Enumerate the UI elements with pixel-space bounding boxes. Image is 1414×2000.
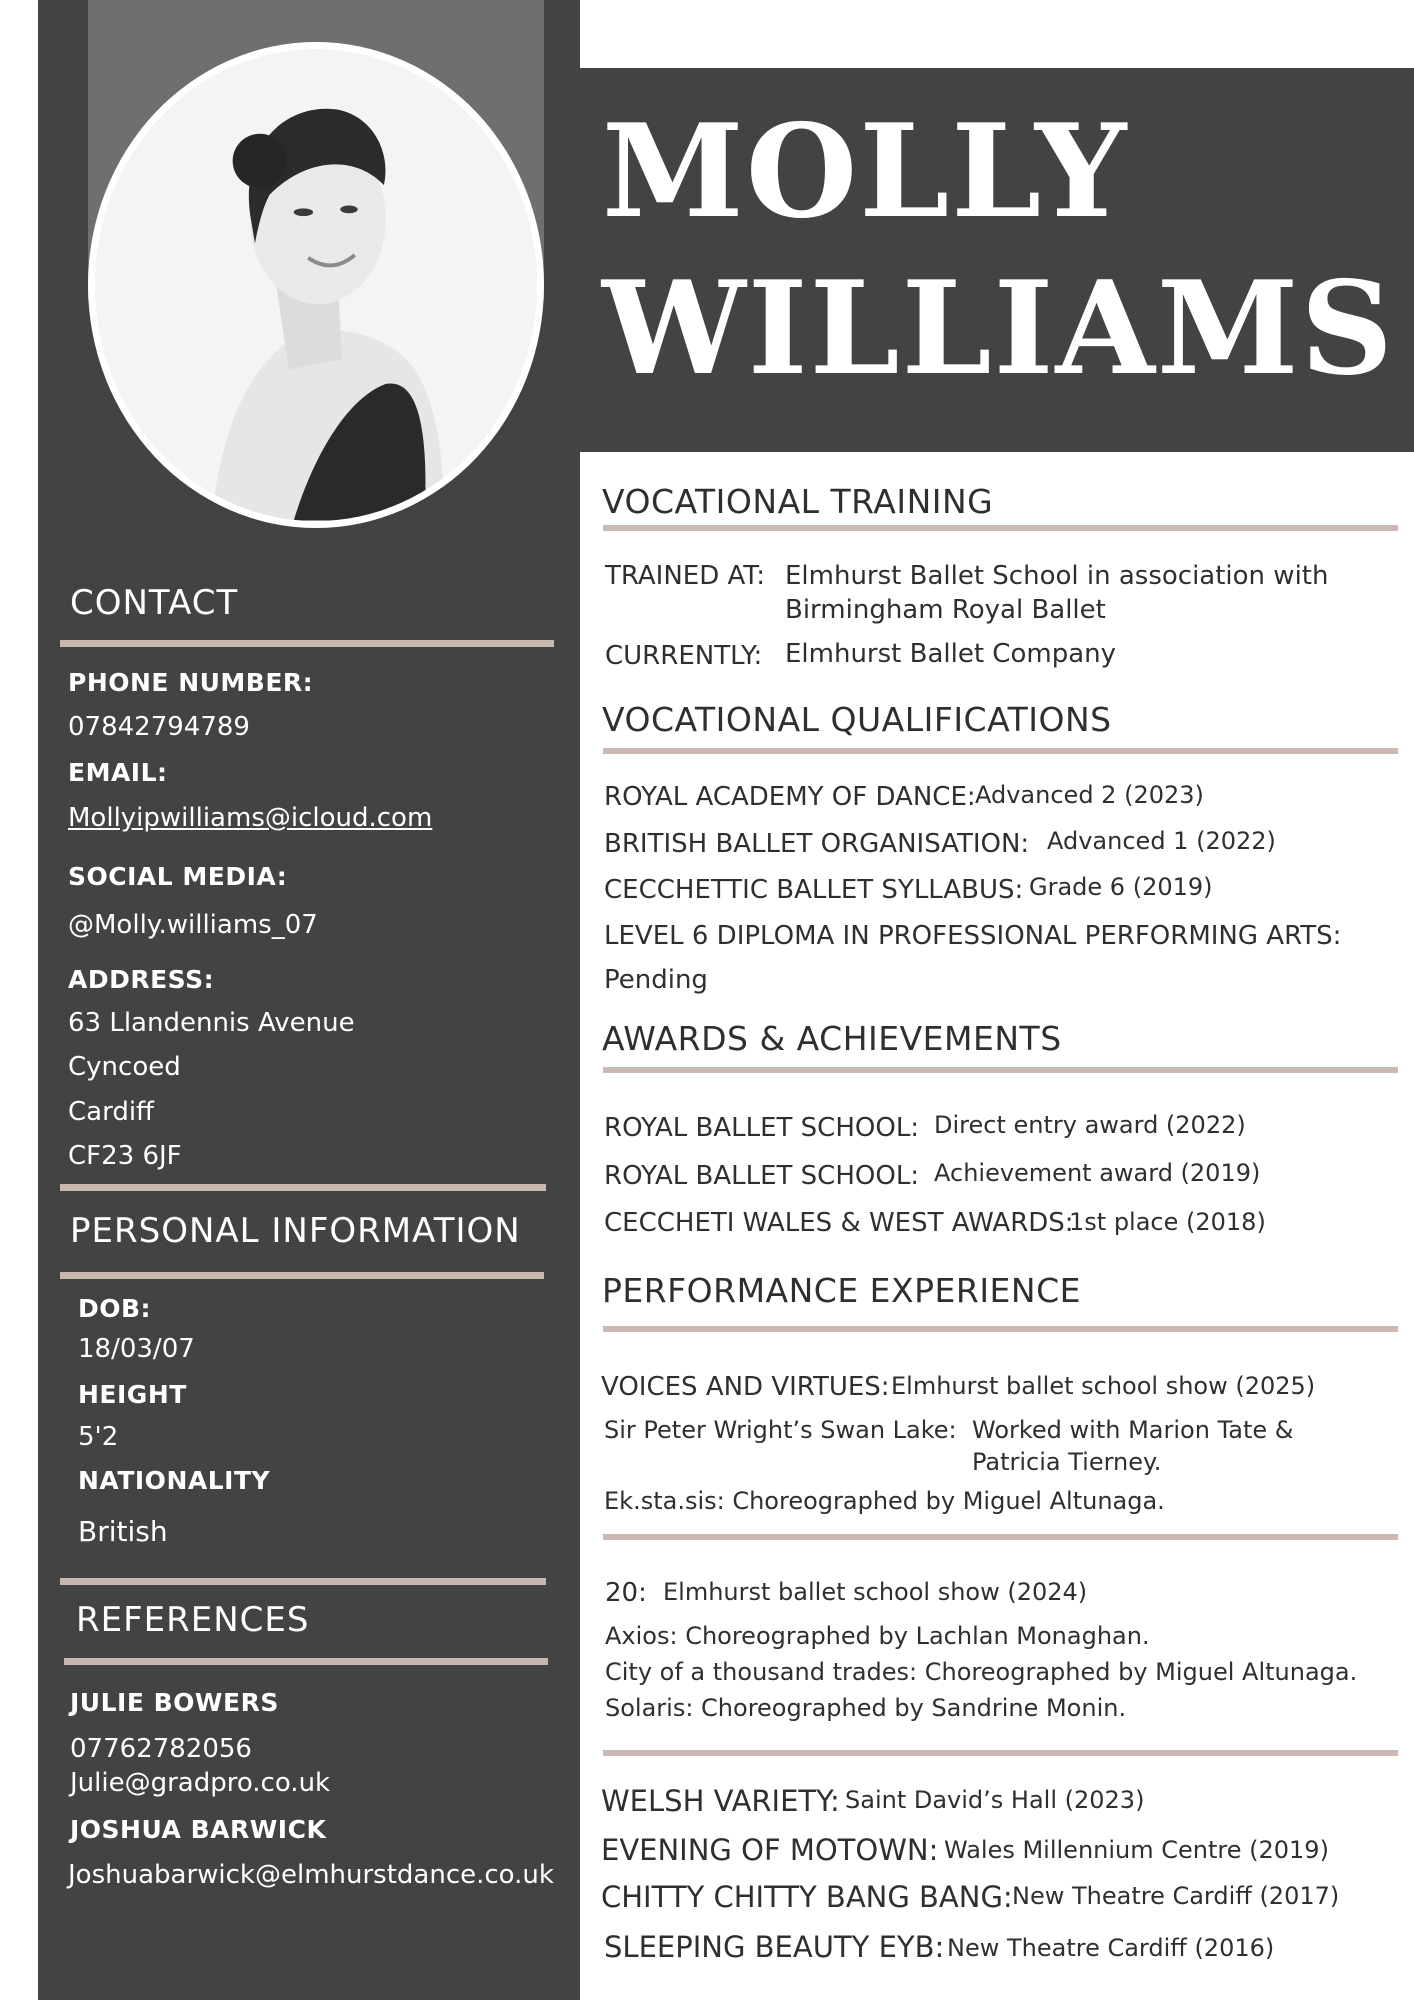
piece-line: Axios: Choreographed by Lachlan Monaghan. [605, 1622, 1150, 1650]
address-line: Cyncoed [68, 1052, 181, 1082]
qualification-value: Advanced 2 (2023) [975, 781, 1204, 809]
awards-rule [603, 1067, 1398, 1073]
email-link[interactable]: Mollyipwilliams@icloud.com [68, 803, 433, 833]
trained-at-value: Elmhurst Ballet School in association with [785, 561, 1329, 591]
trained-at-value-2: Birmingham Royal Ballet [785, 595, 1106, 625]
production-label: SLEEPING BEAUTY EYB: [604, 1930, 945, 1964]
references-heading: REFERENCES [76, 1600, 310, 1640]
diploma-label: LEVEL 6 DIPLOMA IN PROFESSIONAL PERFORMING ARTS: [604, 921, 1342, 951]
nationality-label: NATIONALITY [78, 1466, 271, 1495]
contact-heading: CONTACT [70, 583, 239, 623]
address-line: CF23 6JF [68, 1141, 182, 1171]
qualifications-rule [603, 748, 1398, 754]
references-rule [64, 1658, 548, 1665]
show-value: Elmhurst ballet school show (2024) [663, 1578, 1088, 1606]
piece-line: City of a thousand trades: Choreographed by Miguel Altunaga. [605, 1658, 1358, 1686]
contact-rule [60, 640, 554, 647]
trained-at-label: TRAINED AT: [605, 561, 766, 591]
qualification-label: BRITISH BALLET ORGANISATION: [604, 829, 1030, 859]
phone-number: 07842794789 [68, 712, 250, 742]
award-label: ROYAL BALLET SCHOOL: [604, 1161, 920, 1191]
social-label: SOCIAL MEDIA: [68, 862, 288, 891]
ref2-email[interactable]: Joshuabarwick@elmhurstdance.co.uk [68, 1860, 554, 1890]
address-line: 63 Llandennis Avenue [68, 1008, 355, 1038]
personal-heading: PERSONAL INFORMATION [70, 1211, 521, 1251]
piece-label: Sir Peter Wright’s Swan Lake: [604, 1416, 957, 1444]
contact-bottom-rule [60, 1184, 546, 1191]
last-name: WILLIAMS [602, 254, 1395, 404]
piece-value: Worked with Marion Tate & [972, 1416, 1294, 1444]
address-line: Cardiff [68, 1097, 154, 1127]
award-value: Achievement award (2019) [934, 1159, 1261, 1187]
training-rule [603, 525, 1398, 531]
qualification-value: Grade 6 (2019) [1029, 873, 1213, 901]
show-value: Elmhurst ballet school show (2025) [891, 1372, 1316, 1400]
production-value: Saint David’s Hall (2023) [845, 1786, 1145, 1814]
address-label: ADDRESS: [68, 965, 215, 994]
piece-value-2: Patricia Tierney. [972, 1448, 1162, 1476]
dob-label: DOB: [78, 1294, 152, 1323]
currently-value: Elmhurst Ballet Company [785, 639, 1116, 669]
production-label: WELSH VARIETY: [601, 1784, 840, 1818]
ref1-phone: 07762782056 [70, 1734, 252, 1764]
performance-divider [603, 1750, 1398, 1756]
production-value: Wales Millennium Centre (2019) [944, 1836, 1329, 1864]
production-label: CHITTY CHITTY BANG BANG: [601, 1880, 1013, 1914]
qualification-value: Advanced 1 (2022) [1047, 827, 1276, 855]
production-value: New Theatre Cardiff (2017) [1012, 1882, 1340, 1910]
diploma-value: Pending [604, 965, 708, 995]
training-heading: VOCATIONAL TRAINING [602, 482, 994, 521]
dob-value: 18/03/07 [78, 1334, 195, 1364]
awards-heading: AWARDS & ACHIEVEMENTS [602, 1019, 1062, 1058]
award-value: Direct entry award (2022) [934, 1111, 1246, 1139]
award-label: CECCHETI WALES & WEST AWARDS: [604, 1208, 1074, 1238]
qualifications-heading: VOCATIONAL QUALIFICATIONS [602, 700, 1112, 739]
show-label: VOICES AND VIRTUES: [601, 1372, 890, 1402]
performance-rule [603, 1326, 1398, 1332]
profile-photo [88, 42, 544, 528]
performance-heading: PERFORMANCE EXPERIENCE [602, 1271, 1081, 1310]
production-value: New Theatre Cardiff (2016) [947, 1934, 1275, 1962]
show-label: 20: [605, 1578, 647, 1608]
production-label: EVENING OF MOTOWN: [601, 1833, 939, 1867]
qualification-label: ROYAL ACADEMY OF DANCE: [604, 782, 976, 812]
phone-label: PHONE NUMBER: [68, 668, 314, 697]
award-label: ROYAL BALLET SCHOOL: [604, 1113, 920, 1143]
performance-divider [603, 1534, 1398, 1540]
height-value: 5'2 [78, 1422, 119, 1452]
piece-line: Solaris: Choreographed by Sandrine Monin. [605, 1694, 1127, 1722]
ref1-email[interactable]: Julie@gradpro.co.uk [70, 1768, 331, 1798]
social-handle: @Molly.williams_07 [68, 910, 318, 940]
height-label: HEIGHT [78, 1380, 187, 1409]
first-name: MOLLY [602, 97, 1129, 247]
award-value: 1st place (2018) [1069, 1208, 1266, 1236]
piece-line: Ek.sta.sis: Choreographed by Miguel Altunaga. [604, 1487, 1165, 1515]
personal-rule [60, 1272, 544, 1279]
ref2-name: JOSHUA BARWICK [70, 1815, 327, 1844]
email-label: EMAIL: [68, 758, 168, 787]
references-top-rule [60, 1578, 546, 1585]
currently-label: CURRENTLY: [605, 641, 763, 671]
nationality-value: British [78, 1515, 168, 1548]
qualification-label: CECCHETTIC BALLET SYLLABUS: [604, 875, 1024, 905]
ref1-name: JULIE BOWERS [70, 1688, 279, 1717]
